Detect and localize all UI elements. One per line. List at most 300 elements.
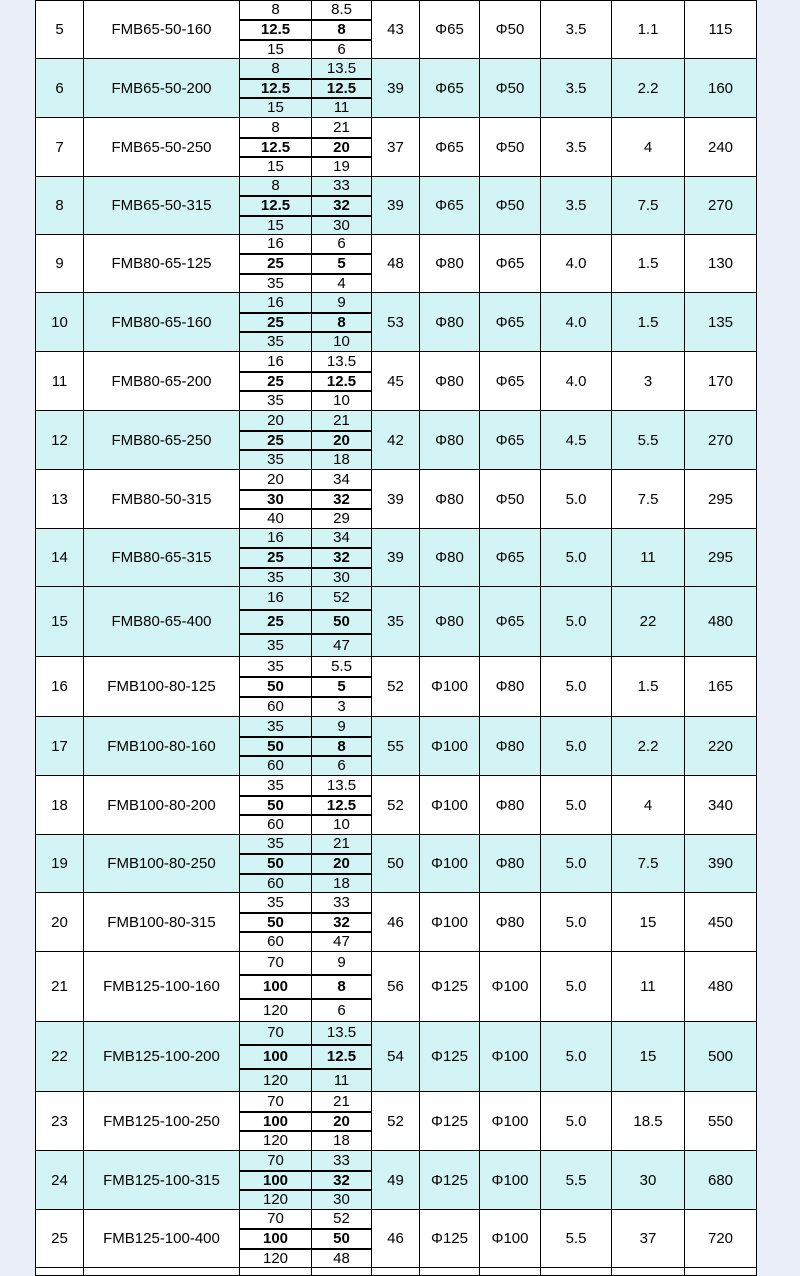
cell-inlet-diameter: Φ80 <box>420 293 480 352</box>
cell-flow: 15 <box>240 40 312 59</box>
cell-inlet-diameter: Φ125 <box>420 952 480 1022</box>
cell-head: 30 <box>312 1190 372 1210</box>
cell-head: 11 <box>312 98 372 118</box>
cell-weight: 270 <box>685 411 757 470</box>
cell-row-number: 13 <box>36 470 84 529</box>
cell-row-number: 16 <box>36 657 84 717</box>
cell-efficiency: 48 <box>372 235 420 293</box>
cell-efficiency: 53 <box>372 293 420 352</box>
cell-flow: 35 <box>240 657 312 677</box>
cell-outlet-diameter: Φ80 <box>480 835 541 893</box>
cell-flow: 35 <box>240 893 312 913</box>
cell-row-number: 7 <box>36 118 84 177</box>
cell-outlet-diameter: Φ100 <box>480 1022 541 1092</box>
cell-head: 19 <box>312 157 372 177</box>
cell-outlet-diameter: Φ100 <box>480 1092 541 1151</box>
cell-power: 7.5 <box>612 177 685 235</box>
cell-flow: 15 <box>240 216 312 235</box>
cell-flow: 50 <box>240 677 312 697</box>
cell-weight: 720 <box>685 1210 757 1268</box>
cell-power: 5.5 <box>612 411 685 470</box>
cell-power: 4 <box>612 118 685 177</box>
cell-head: 33 <box>312 1151 372 1171</box>
cell-row-number: 19 <box>36 835 84 893</box>
cell-flow: 16 <box>240 293 312 313</box>
cell-outlet-diameter: Φ50 <box>480 1 541 59</box>
cell-head: 21 <box>312 118 372 138</box>
table-body <box>36 1 757 1276</box>
cell-row-number: 25 <box>36 1210 84 1268</box>
cell-head: 9 <box>312 952 372 975</box>
cell-power: 22 <box>612 587 685 657</box>
cell-flow: 35 <box>240 450 312 470</box>
cell-flow: 30 <box>240 490 312 509</box>
cell-flow: 120 <box>240 1069 312 1092</box>
cell-head: 8.5 <box>312 1 372 20</box>
cell-model: FMB80-65-315 <box>84 529 240 587</box>
pump-spec-table <box>35 0 757 1276</box>
table-row <box>36 1092 757 1112</box>
cell-efficiency: 54 <box>372 1022 420 1092</box>
cell-flow: 12.5 <box>240 138 312 157</box>
cell-head: 34 <box>312 529 372 548</box>
cell-power: 1.5 <box>612 657 685 717</box>
cell-flow: 50 <box>240 737 312 756</box>
cell-head: 9 <box>312 293 372 313</box>
cell-head: 8 <box>312 975 372 999</box>
cell-head: 8 <box>312 20 372 40</box>
cell-head: 32 <box>312 913 372 932</box>
cell-flow: 120 <box>240 999 312 1022</box>
cell-efficiency: 50 <box>372 835 420 893</box>
cell-head: 13.5 <box>312 59 372 79</box>
cell-efficiency: 45 <box>372 352 420 411</box>
cell-outlet-diameter: Φ80 <box>480 893 541 952</box>
cell-outlet-diameter: Φ100 <box>480 1151 541 1210</box>
cell-power: 1.1 <box>612 1 685 59</box>
cell-npsh: 4.0 <box>541 293 612 352</box>
cell-flow: 60 <box>240 932 312 952</box>
table-row <box>36 717 757 737</box>
cell-inlet-diameter: Φ80 <box>420 470 480 529</box>
cell-head: 30 <box>312 568 372 587</box>
cell-weight: 295 <box>685 529 757 587</box>
cell-head: 47 <box>312 634 372 657</box>
cell-power: 2.2 <box>612 717 685 776</box>
table-row <box>36 835 757 854</box>
cell-model: FMB100-80-250 <box>84 835 240 893</box>
cell-flow: 35 <box>240 568 312 587</box>
cell-npsh: 5.0 <box>541 952 612 1022</box>
cell-head: 20 <box>312 1112 372 1131</box>
cell-flow: 70 <box>240 952 312 975</box>
cell-weight: 680 <box>685 1151 757 1210</box>
cell-flow: 8 <box>240 177 312 196</box>
cell-model: FMB80-50-315 <box>84 470 240 529</box>
cell-head: 13.5 <box>312 776 372 796</box>
cell-efficiency: 39 <box>372 177 420 235</box>
cell-model: FMB100-80-200 <box>84 776 240 835</box>
cell-flow: 50 <box>240 913 312 932</box>
cell-flow: 70 <box>240 1022 312 1045</box>
cell-flow: 70 <box>240 1092 312 1112</box>
cell-weight: 165 <box>685 657 757 717</box>
cell-flow: 25 <box>240 254 312 274</box>
cell-flow: 35 <box>240 332 312 352</box>
table-row <box>36 1210 757 1229</box>
cell-weight: 270 <box>685 177 757 235</box>
cell-efficiency: 42 <box>372 411 420 470</box>
cell-inlet-diameter: Φ80 <box>420 411 480 470</box>
cell-efficiency: 49 <box>372 1151 420 1210</box>
cell-flow: 40 <box>240 509 312 529</box>
cell-model: FMB100-80-315 <box>84 893 240 952</box>
cell-npsh: 5.0 <box>541 835 612 893</box>
cell-head: 13.5 <box>312 1022 372 1045</box>
cell-head: 32 <box>312 548 372 568</box>
cell-head: 8 <box>312 313 372 332</box>
cell-head: 5 <box>312 254 372 274</box>
cell-row-number: 24 <box>36 1151 84 1210</box>
cell-flow: 8 <box>240 59 312 79</box>
cell-efficiency: 43 <box>372 1 420 59</box>
cell-inlet-diameter: Φ125 <box>420 1151 480 1210</box>
cell-head: 20 <box>312 854 372 874</box>
cell-head: 10 <box>312 815 372 835</box>
cell-npsh: 5.0 <box>541 657 612 717</box>
cell-weight: 130 <box>685 235 757 293</box>
cell-weight: 500 <box>685 1022 757 1092</box>
cell-flow: 15 <box>240 157 312 177</box>
cell-flow: 100 <box>240 1171 312 1190</box>
cell-flow: 15 <box>240 98 312 118</box>
cell-head: 30 <box>312 216 372 235</box>
cell-model: FMB80-65-400 <box>84 587 240 657</box>
cell-outlet-diameter: Φ80 <box>480 717 541 776</box>
cell-head: 48 <box>312 1249 372 1268</box>
cell-efficiency: 55 <box>372 717 420 776</box>
cell-model: FMB125-100-200 <box>84 1022 240 1092</box>
table-row <box>36 411 757 431</box>
cell-inlet-diameter: Φ125 <box>420 1022 480 1092</box>
table-row <box>36 59 757 79</box>
table-row <box>36 952 757 975</box>
cell-row-number: 6 <box>36 59 84 118</box>
cell-head: 13.5 <box>312 352 372 372</box>
cell-outlet-diameter: Φ65 <box>480 235 541 293</box>
cell-npsh: 4.0 <box>541 352 612 411</box>
cell-npsh: 5.5 <box>541 1210 612 1268</box>
cell-weight: 450 <box>685 893 757 952</box>
cell-flow: 60 <box>240 697 312 717</box>
cell-head: 18 <box>312 450 372 470</box>
cell-model: FMB65-50-200 <box>84 59 240 118</box>
table-row <box>36 893 757 913</box>
cell-flow: 20 <box>240 470 312 490</box>
cell-npsh: 5.5 <box>541 1151 612 1210</box>
cell-flow: 8 <box>240 118 312 138</box>
cell-head: 4 <box>312 274 372 293</box>
cell-efficiency: 37 <box>372 118 420 177</box>
cell-weight: 220 <box>685 717 757 776</box>
cell-head: 50 <box>312 610 372 634</box>
cell-model: FMB100-80-125 <box>84 657 240 717</box>
cell-head: 33 <box>312 177 372 196</box>
cell-efficiency: 52 <box>372 1092 420 1151</box>
cell-model: FMB100-80-160 <box>84 717 240 776</box>
cell-efficiency: 56 <box>372 952 420 1022</box>
cell-flow: 8 <box>240 1 312 20</box>
cell-outlet-diameter: Φ100 <box>480 952 541 1022</box>
cell-inlet-diameter: Φ80 <box>420 235 480 293</box>
cell-head: 12.5 <box>312 1045 372 1069</box>
cell-npsh: 5.0 <box>541 776 612 835</box>
cell-outlet-diameter: Φ80 <box>480 776 541 835</box>
cell-efficiency: 46 <box>372 1210 420 1268</box>
cell-head: 32 <box>312 490 372 509</box>
cell-flow: 50 <box>240 796 312 815</box>
cell-flow: 20 <box>240 411 312 431</box>
cell-flow: 25 <box>240 610 312 634</box>
cell-outlet-diameter: Φ100 <box>480 1210 541 1268</box>
cell-flow: 16 <box>240 529 312 548</box>
cell-power: 15 <box>612 893 685 952</box>
cell-flow: 35 <box>240 391 312 411</box>
cell-npsh: 5.0 <box>541 893 612 952</box>
cell-head: 20 <box>312 138 372 157</box>
cell-power: 37 <box>612 1210 685 1268</box>
table-row <box>36 118 757 138</box>
cell-model: FMB80-65-250 <box>84 411 240 470</box>
cell-flow: 25 <box>240 431 312 450</box>
cell-inlet-diameter: Φ80 <box>420 587 480 657</box>
cell-inlet-diameter: Φ65 <box>420 59 480 118</box>
cell-weight: 340 <box>685 776 757 835</box>
cell-inlet-diameter: Φ100 <box>420 893 480 952</box>
cell-inlet-diameter: Φ125 <box>420 1092 480 1151</box>
cell-npsh: 3.5 <box>541 59 612 118</box>
cell-row-number: 12 <box>36 411 84 470</box>
cell-head: 52 <box>312 587 372 610</box>
cell-model: FMB125-100-250 <box>84 1092 240 1151</box>
table-row <box>36 177 757 196</box>
cell-flow: 70 <box>240 1210 312 1229</box>
cell-head: 47 <box>312 932 372 952</box>
cell-inlet-diameter: Φ65 <box>420 177 480 235</box>
table-row <box>36 657 757 677</box>
cell-power: 1.5 <box>612 293 685 352</box>
cell-power: 1.5 <box>612 235 685 293</box>
cell-model: FMB80-65-200 <box>84 352 240 411</box>
cell-head: 21 <box>312 411 372 431</box>
cell-row-number: 20 <box>36 893 84 952</box>
cell-flow: 60 <box>240 756 312 776</box>
cell-head: 18 <box>312 1131 372 1151</box>
cell-head: 6 <box>312 999 372 1022</box>
cell-flow: 12.5 <box>240 196 312 216</box>
cell-npsh: 5.0 <box>541 717 612 776</box>
cell-head: 50 <box>312 1229 372 1249</box>
cell-weight: 480 <box>685 952 757 1022</box>
cell-head: 29 <box>312 509 372 529</box>
cell-weight: 170 <box>685 352 757 411</box>
cell-flow: 25 <box>240 548 312 568</box>
cell-head: 21 <box>312 835 372 854</box>
cell-flow: 60 <box>240 815 312 835</box>
table-row <box>36 293 757 313</box>
cell-flow: 12.5 <box>240 20 312 40</box>
table-row <box>36 587 757 610</box>
cell-row-number: 15 <box>36 587 84 657</box>
cell-inlet-diameter: Φ100 <box>420 717 480 776</box>
cell-row-number: 21 <box>36 952 84 1022</box>
cell-inlet-diameter: Φ100 <box>420 835 480 893</box>
cell-weight: 160 <box>685 59 757 118</box>
cell-head: 12.5 <box>312 79 372 98</box>
cell-inlet-diameter: Φ100 <box>420 776 480 835</box>
cell-efficiency: 35 <box>372 587 420 657</box>
cell-head: 21 <box>312 1092 372 1112</box>
cell-flow: 16 <box>240 235 312 254</box>
cell-npsh: 5.0 <box>541 470 612 529</box>
cell-flow: 35 <box>240 274 312 293</box>
cell-flow: 35 <box>240 717 312 737</box>
cell-flow: 16 <box>240 587 312 610</box>
cell-npsh: 5.0 <box>541 587 612 657</box>
cell-row-number: 22 <box>36 1022 84 1092</box>
cell-power: 2.2 <box>612 59 685 118</box>
cell-head: 6 <box>312 756 372 776</box>
cell-npsh: 3.5 <box>541 118 612 177</box>
cell-efficiency: 39 <box>372 470 420 529</box>
cell-head: 52 <box>312 1210 372 1229</box>
table-row <box>36 470 757 490</box>
cell-weight: 295 <box>685 470 757 529</box>
cell-outlet-diameter: Φ80 <box>480 657 541 717</box>
cell-outlet-diameter: Φ50 <box>480 177 541 235</box>
cell-outlet-diameter: Φ65 <box>480 352 541 411</box>
cell-model: FMB65-50-160 <box>84 1 240 59</box>
cell-flow: 35 <box>240 634 312 657</box>
table-row <box>36 1151 757 1171</box>
cell-model: FMB125-100-400 <box>84 1210 240 1268</box>
cell-npsh: 3.5 <box>541 1 612 59</box>
cell-flow: 100 <box>240 1229 312 1249</box>
table-row <box>36 776 757 796</box>
cell-head: 8 <box>312 737 372 756</box>
cell-power: 3 <box>612 352 685 411</box>
cell-outlet-diameter: Φ50 <box>480 470 541 529</box>
cell-head: 18 <box>312 874 372 893</box>
table-row <box>36 1022 757 1045</box>
cell-flow: 25 <box>240 372 312 391</box>
table-row <box>36 352 757 372</box>
cell-head: 34 <box>312 470 372 490</box>
table-row <box>36 235 757 254</box>
cell-model: FMB80-65-160 <box>84 293 240 352</box>
cell-head: 10 <box>312 391 372 411</box>
cell-weight: 480 <box>685 587 757 657</box>
cell-row-number: 18 <box>36 776 84 835</box>
cell-npsh: 3.5 <box>541 177 612 235</box>
cell-outlet-diameter: Φ65 <box>480 411 541 470</box>
cell-outlet-diameter: Φ65 <box>480 293 541 352</box>
cell-efficiency: 39 <box>372 529 420 587</box>
cell-inlet-diameter: Φ125 <box>420 1210 480 1268</box>
table-row <box>36 529 757 548</box>
cell-flow: 35 <box>240 835 312 854</box>
cell-head: 10 <box>312 332 372 352</box>
cell-row-number: 17 <box>36 717 84 776</box>
cell-outlet-diameter: Φ65 <box>480 587 541 657</box>
cell-efficiency: 52 <box>372 776 420 835</box>
cell-flow: 12.5 <box>240 79 312 98</box>
cell-model: FMB125-100-160 <box>84 952 240 1022</box>
cell-row-number: 8 <box>36 177 84 235</box>
cell-flow: 35 <box>240 776 312 796</box>
cell-flow: 70 <box>240 1151 312 1171</box>
cell-head: 20 <box>312 431 372 450</box>
cell-head: 33 <box>312 893 372 913</box>
cell-npsh: 5.0 <box>541 1092 612 1151</box>
table-row <box>36 1 757 20</box>
cell-head: 9 <box>312 717 372 737</box>
cell-head: 32 <box>312 196 372 216</box>
cell-row-number: 23 <box>36 1092 84 1151</box>
cell-flow: 120 <box>240 1131 312 1151</box>
cell-flow: 60 <box>240 874 312 893</box>
cell-inlet-diameter: Φ80 <box>420 352 480 411</box>
cell-flow: 100 <box>240 1112 312 1131</box>
cell-head: 12.5 <box>312 796 372 815</box>
cell-model: FMB65-50-250 <box>84 118 240 177</box>
cell-power: 15 <box>612 1022 685 1092</box>
cell-weight: 390 <box>685 835 757 893</box>
cell-row-number: 11 <box>36 352 84 411</box>
cell-npsh: 4.0 <box>541 235 612 293</box>
cell-weight: 550 <box>685 1092 757 1151</box>
cell-inlet-diameter: Φ100 <box>420 657 480 717</box>
cell-power: 18.5 <box>612 1092 685 1151</box>
cell-head: 12.5 <box>312 372 372 391</box>
cell-efficiency: 39 <box>372 59 420 118</box>
cell-flow: 120 <box>240 1190 312 1210</box>
cell-head: 3 <box>312 697 372 717</box>
cell-weight: 240 <box>685 118 757 177</box>
cell-head: 32 <box>312 1171 372 1190</box>
cell-power: 7.5 <box>612 470 685 529</box>
cell-flow: 100 <box>240 975 312 999</box>
cell-head: 6 <box>312 40 372 59</box>
cell-outlet-diameter: Φ65 <box>480 529 541 587</box>
cell-flow: 16 <box>240 352 312 372</box>
cell-row-number: 9 <box>36 235 84 293</box>
cell-npsh: 5.0 <box>541 1022 612 1092</box>
cell-head: 5 <box>312 677 372 697</box>
cell-flow: 120 <box>240 1249 312 1268</box>
cell-power: 4 <box>612 776 685 835</box>
cell-inlet-diameter: Φ80 <box>420 529 480 587</box>
cell-model: FMB125-100-315 <box>84 1151 240 1210</box>
cell-flow: 25 <box>240 313 312 332</box>
cell-npsh: 4.5 <box>541 411 612 470</box>
cell-head: 6 <box>312 235 372 254</box>
cell-inlet-diameter: Φ65 <box>420 118 480 177</box>
cell-row-number: 5 <box>36 1 84 59</box>
cell-head: 5.5 <box>312 657 372 677</box>
cell-model: FMB65-50-315 <box>84 177 240 235</box>
cell-power: 30 <box>612 1151 685 1210</box>
